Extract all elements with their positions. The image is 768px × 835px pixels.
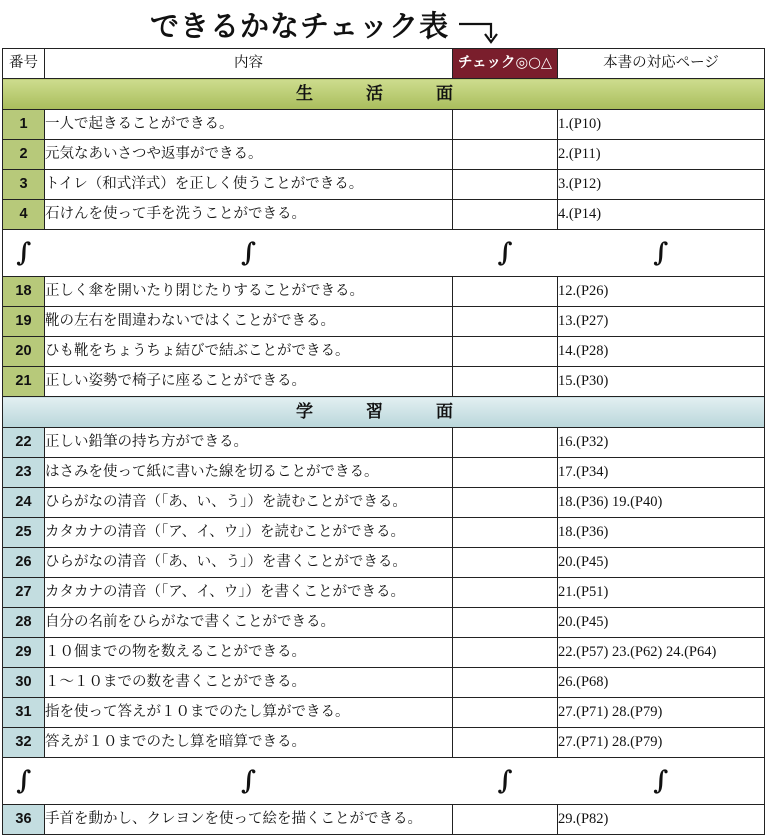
item-content: 一人で起きることができる。: [45, 110, 453, 140]
item-content: 手首を動かし、クレヨンを使って絵を描くことができる。: [45, 805, 453, 835]
page-reference: 27.(P71) 28.(P79): [558, 698, 765, 728]
section-label: 学 習 面: [3, 397, 765, 428]
check-cell[interactable]: [453, 698, 558, 728]
table-row: [3, 140, 765, 170]
header-check: チェック◎○△: [453, 49, 558, 79]
omission-mark-icon: ∫: [240, 237, 257, 268]
item-number: 21: [3, 367, 45, 397]
omission-mark-icon: ∫: [653, 237, 669, 268]
table-row: [3, 307, 765, 337]
item-number: 28: [3, 608, 45, 638]
item-number: 3: [3, 170, 45, 200]
page-reference: 13.(P27): [558, 307, 765, 337]
table-body: [3, 79, 765, 835]
omission-cell: [3, 230, 45, 277]
table-row: [3, 200, 765, 230]
check-cell[interactable]: [453, 428, 558, 458]
check-cell[interactable]: [453, 728, 558, 758]
check-cell[interactable]: [453, 668, 558, 698]
table-row: [3, 698, 765, 728]
page-reference: 1.(P10): [558, 110, 765, 140]
header-page-ref: 本書の対応ページ: [558, 49, 765, 79]
check-cell[interactable]: [453, 200, 558, 230]
table-row: [3, 578, 765, 608]
omission-mark-icon: ∫: [16, 237, 32, 268]
omission-cell: [45, 230, 453, 277]
item-number: 23: [3, 458, 45, 488]
check-cell[interactable]: [453, 805, 558, 835]
page-reference: 26.(P68): [558, 668, 765, 698]
omission-cell: [453, 230, 558, 277]
page-reference: 3.(P12): [558, 170, 765, 200]
header-number: 番号: [3, 49, 45, 79]
page-reference: 4.(P14): [558, 200, 765, 230]
page-reference: 22.(P57) 23.(P62) 24.(P64): [558, 638, 765, 668]
check-cell[interactable]: [453, 110, 558, 140]
item-content: 石けんを使って手を洗うことができる。: [45, 200, 453, 230]
omitted-rows-study: [3, 758, 765, 805]
item-number: 36: [3, 805, 45, 835]
item-content: カタカナの清音（「ア、イ、ウ」）を書くことができる。: [45, 578, 453, 608]
page-reference: 18.(P36) 19.(P40): [558, 488, 765, 518]
section-header-study: [3, 397, 765, 428]
check-cell[interactable]: [453, 638, 558, 668]
item-content: 元気なあいさつや返事ができる。: [45, 140, 453, 170]
omission-mark-icon: ∫: [497, 237, 513, 268]
table-row: [3, 805, 765, 835]
check-cell[interactable]: [453, 140, 558, 170]
page-reference: 20.(P45): [558, 608, 765, 638]
item-number: 4: [3, 200, 45, 230]
table-row: [3, 337, 765, 367]
table-row: [3, 518, 765, 548]
table-row: [3, 367, 765, 397]
page-title: できるかなチェック表: [150, 8, 450, 43]
check-cell[interactable]: [453, 578, 558, 608]
item-number: 30: [3, 668, 45, 698]
item-number: 20: [3, 337, 45, 367]
check-cell[interactable]: [453, 548, 558, 578]
item-content: 正しい姿勢で椅子に座ることができる。: [45, 367, 453, 397]
table-row: [3, 548, 765, 578]
item-content: トイレ（和式洋式）を正しく使うことができる。: [45, 170, 453, 200]
page-reference: 27.(P71) 28.(P79): [558, 728, 765, 758]
item-number: 24: [3, 488, 45, 518]
omission-cell: [3, 758, 45, 805]
item-number: 26: [3, 548, 45, 578]
check-cell[interactable]: [453, 458, 558, 488]
check-cell[interactable]: [453, 518, 558, 548]
page-reference: 2.(P11): [558, 140, 765, 170]
check-cell[interactable]: [453, 608, 558, 638]
item-content: 答えが１０までのたし算を暗算できる。: [45, 728, 453, 758]
item-content: 正しく傘を開いたり閉じたりすることができる。: [45, 277, 453, 307]
check-cell[interactable]: [453, 277, 558, 307]
table-row: [3, 668, 765, 698]
down-arrow-icon: [457, 4, 505, 44]
table-row: [3, 638, 765, 668]
table-row: [3, 170, 765, 200]
omission-cell: [558, 758, 765, 805]
table-row: [3, 488, 765, 518]
page-reference: 17.(P34): [558, 458, 765, 488]
item-content: ひらがなの清音（「あ、い、う」）を書くことができる。: [45, 548, 453, 578]
item-number: 31: [3, 698, 45, 728]
check-cell[interactable]: [453, 337, 558, 367]
item-number: 2: [3, 140, 45, 170]
item-content: 指を使って答えが１０までのたし算ができる。: [45, 698, 453, 728]
item-number: 25: [3, 518, 45, 548]
omission-mark-icon: ∫: [240, 765, 257, 796]
header-row: [3, 49, 765, 79]
item-content: 正しい鉛筆の持ち方ができる。: [45, 428, 453, 458]
omission-cell: [558, 230, 765, 277]
page-reference: 12.(P26): [558, 277, 765, 307]
table-row: [3, 277, 765, 307]
omitted-rows-life: [3, 230, 765, 277]
page-reference: 15.(P30): [558, 367, 765, 397]
page-reference: 18.(P36): [558, 518, 765, 548]
omission-cell: [453, 758, 558, 805]
page-reference: 29.(P82): [558, 805, 765, 835]
page-reference: 21.(P51): [558, 578, 765, 608]
page-reference: 16.(P32): [558, 428, 765, 458]
omission-mark-icon: ∫: [653, 765, 669, 796]
page-reference: 14.(P28): [558, 337, 765, 367]
page-reference: 20.(P45): [558, 548, 765, 578]
item-number: 27: [3, 578, 45, 608]
item-content: ひも靴をちょうちょ結びで結ぶことができる。: [45, 337, 453, 367]
omission-cell: [45, 758, 453, 805]
table-row: [3, 608, 765, 638]
omission-mark-icon: ∫: [16, 765, 32, 796]
item-content: １～１０までの数を書くことができる。: [45, 668, 453, 698]
check-cell[interactable]: [453, 307, 558, 337]
item-content: カタカナの清音（「ア、イ、ウ」）を読むことができる。: [45, 518, 453, 548]
item-number: 22: [3, 428, 45, 458]
check-cell[interactable]: [453, 170, 558, 200]
item-content: ひらがなの清音（「あ、い、う」）を読むことができる。: [45, 488, 453, 518]
item-content: はさみを使って紙に書いた線を切ることができる。: [45, 458, 453, 488]
section-label: 生 活 面: [3, 79, 765, 110]
table-row: [3, 458, 765, 488]
header-content: 内容: [45, 49, 453, 79]
item-number: 18: [3, 277, 45, 307]
table-row: [3, 428, 765, 458]
checklist-table: [2, 48, 765, 835]
item-number: 1: [3, 110, 45, 140]
section-header-life: [3, 79, 765, 110]
item-content: 靴の左右を間違わないではくことができる。: [45, 307, 453, 337]
table-row: [3, 110, 765, 140]
table-row: [3, 728, 765, 758]
item-number: 19: [3, 307, 45, 337]
item-content: 自分の名前をひらがなで書くことができる。: [45, 608, 453, 638]
item-content: １０個までの物を数えることができる。: [45, 638, 453, 668]
item-number: 32: [3, 728, 45, 758]
check-cell[interactable]: [453, 367, 558, 397]
title-area: [150, 4, 505, 44]
item-number: 29: [3, 638, 45, 668]
omission-mark-icon: ∫: [497, 765, 513, 796]
check-cell[interactable]: [453, 488, 558, 518]
